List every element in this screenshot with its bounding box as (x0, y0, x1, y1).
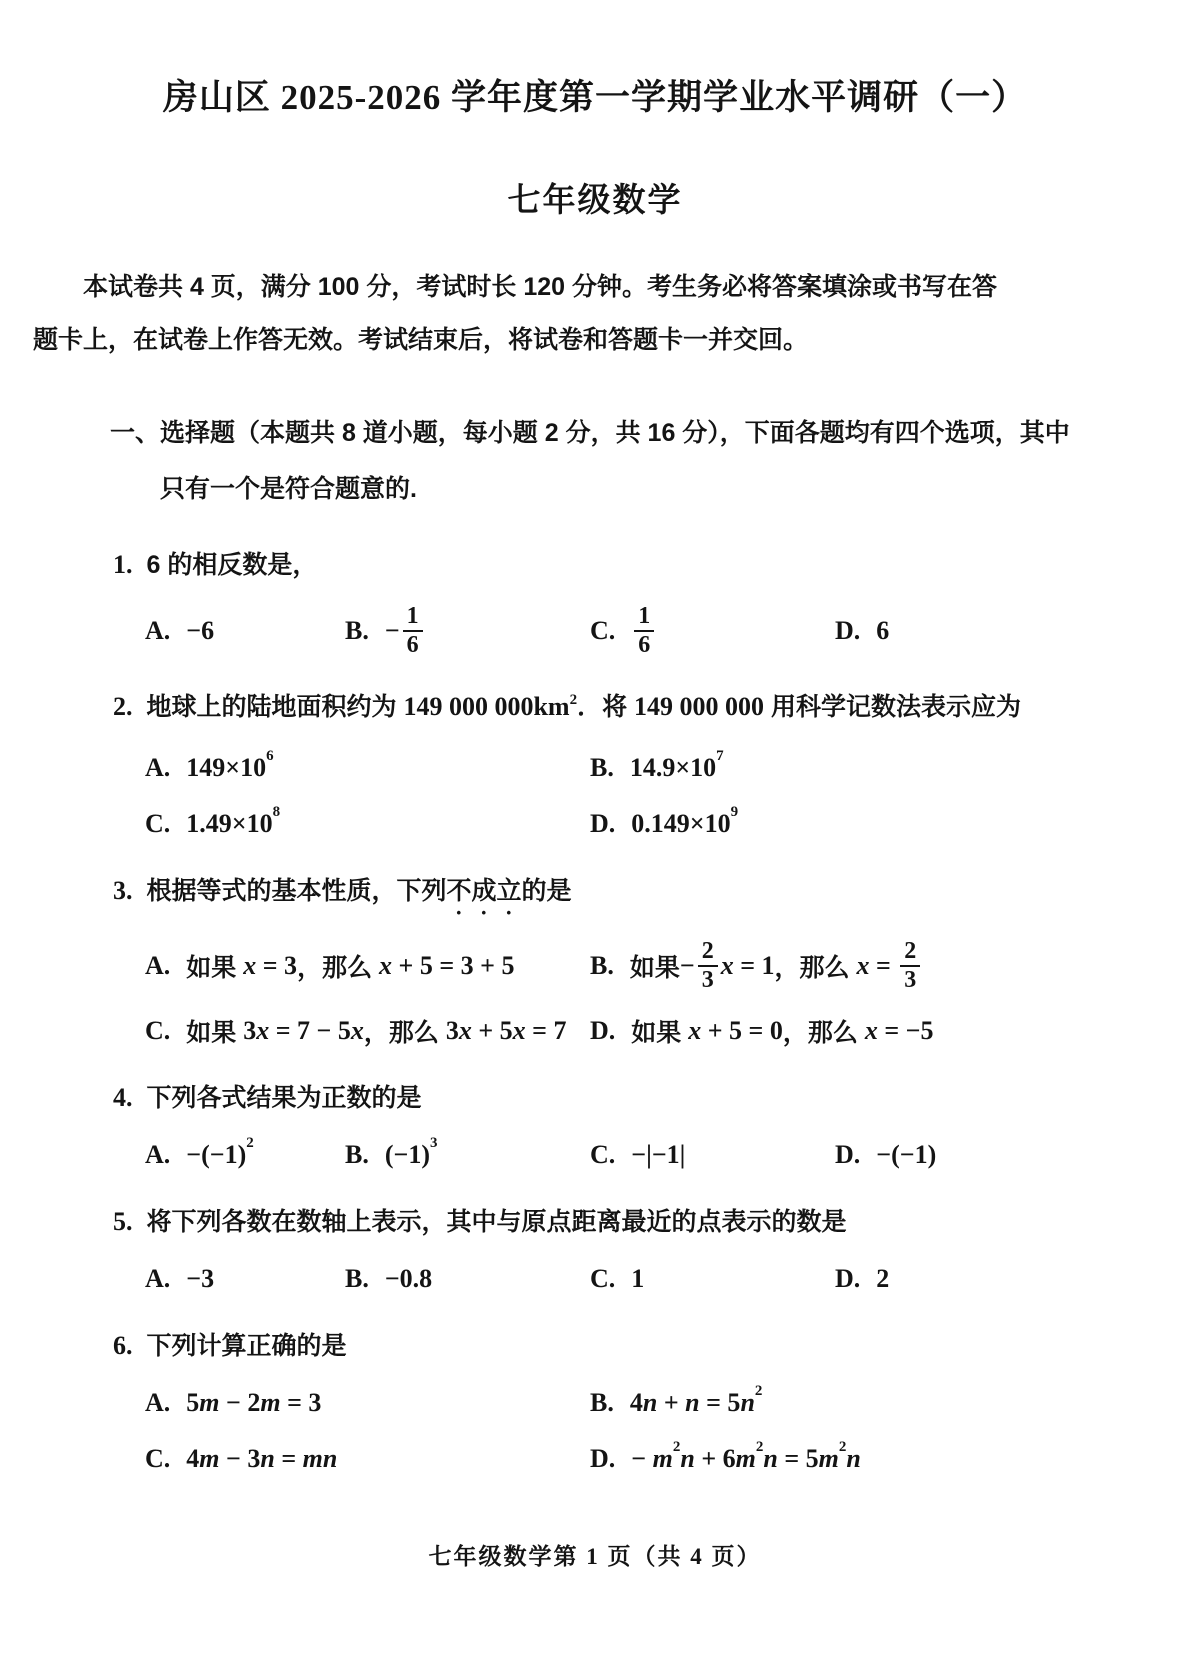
option-B (345, 1135, 590, 1170)
math-run: 6 (876, 615, 890, 645)
option-content (629, 748, 724, 783)
option-row (145, 805, 1190, 843)
text-run: 将下列各数在数轴上表示，其中与原点距离最近的点表示的数是 (146, 1207, 847, 1236)
question-stem (147, 1208, 847, 1236)
option-B (345, 1264, 590, 1294)
option-content (186, 1013, 566, 1049)
option-label: D. (835, 615, 861, 645)
option-label: D. (590, 1015, 616, 1045)
fraction (900, 938, 920, 994)
math-run: x (350, 1015, 364, 1045)
question-6 (0, 1326, 1190, 1478)
fraction (634, 603, 654, 659)
option-label: A. (145, 752, 171, 782)
math-run: + 5 = 3 + 5 (392, 950, 515, 980)
option-row (145, 1384, 1190, 1422)
option-label: D. (835, 1139, 861, 1169)
text-run: 如果 (631, 1018, 689, 1047)
math-run: − (631, 1443, 653, 1473)
math-run: 2 (246, 1135, 254, 1151)
option-D (590, 1013, 1190, 1049)
math-run: x (856, 950, 870, 980)
option-label: B. (345, 1139, 369, 1169)
question-stem (147, 877, 572, 905)
text-run: ，那么 (297, 953, 380, 982)
text-run: 如果 (629, 953, 680, 982)
text-run: 6 的相反数是， (146, 551, 318, 579)
math-run: x (379, 950, 393, 980)
math-run: n (763, 1443, 778, 1473)
math-run: = 1 (733, 950, 775, 980)
section-heading-line2: 只有一个是符合题意的. (160, 475, 417, 503)
math-run: 9 (730, 804, 739, 821)
option-A (145, 748, 590, 783)
fraction-denominator: 6 (634, 630, 654, 659)
option-label: B. (590, 950, 614, 980)
option-content (186, 748, 274, 783)
option-A (145, 616, 345, 646)
option-D (835, 1264, 1190, 1294)
option-content (631, 804, 739, 839)
math-run: −0.8 (384, 1263, 433, 1293)
option-content (186, 1135, 254, 1170)
option-content (186, 1444, 337, 1474)
option-label: B. (345, 615, 369, 645)
math-run: 3 (445, 1015, 459, 1045)
question-number: 4. (113, 1082, 133, 1112)
question-2 (0, 687, 1190, 843)
question-5 (0, 1202, 1190, 1298)
math-run: n (322, 1443, 338, 1473)
option-C (590, 1140, 835, 1170)
option-A (145, 1135, 345, 1170)
math-run: 4 (186, 1443, 200, 1473)
math-run: + (657, 1387, 686, 1417)
math-run: = 5 (699, 1387, 741, 1417)
math-run: 149×10 (186, 752, 267, 782)
math-run: n (642, 1387, 658, 1417)
option-label: A. (145, 1139, 171, 1169)
option-B (590, 748, 1190, 783)
math-run: = 3 (256, 950, 298, 980)
option-label: B. (345, 1263, 369, 1293)
option-label: B. (590, 1387, 614, 1417)
math-run: 2 (876, 1263, 890, 1293)
option-A (145, 1264, 345, 1294)
text-run: ，那么 (774, 953, 857, 982)
fraction (698, 938, 718, 994)
option-label: A. (145, 950, 171, 980)
math-run: = 7 − 5 (269, 1015, 351, 1045)
option-label: C. (590, 615, 616, 645)
math-run: = 7 (525, 1015, 567, 1045)
question-number: 1. (113, 550, 133, 579)
section-heading-multiple-choice (0, 405, 1190, 517)
option-content (385, 603, 426, 659)
math-run: − 2 (219, 1387, 261, 1417)
math-run: m (735, 1443, 756, 1473)
math-run: + 5 = 0 (701, 1015, 783, 1045)
question-number: 3. (113, 875, 133, 905)
option-content (630, 938, 923, 994)
option-label: A. (145, 1387, 171, 1417)
option-C (590, 1264, 835, 1294)
option-label: C. (145, 1015, 171, 1045)
option-D (835, 616, 1190, 646)
math-run: 0.149×10 (631, 808, 731, 838)
math-run: − (384, 615, 400, 645)
option-content (186, 804, 281, 839)
question-stem-line (0, 687, 1190, 731)
option-label: C. (145, 1443, 171, 1473)
question-stem (147, 1332, 347, 1360)
fraction (403, 603, 423, 659)
question-stem (147, 551, 318, 579)
option-content (876, 1264, 889, 1294)
math-run: = 5 (777, 1443, 819, 1473)
option-content (631, 1140, 685, 1170)
option-label: B. (590, 752, 614, 782)
math-run: n (740, 1387, 755, 1417)
fraction-numerator: 1 (638, 603, 651, 629)
text-run: ，那么 (363, 1018, 446, 1047)
math-run: n (680, 1443, 695, 1473)
math-run: 2 (838, 1439, 847, 1455)
option-content (631, 1264, 644, 1294)
math-run: + 6 (694, 1443, 736, 1473)
text-run: 的是 (521, 876, 572, 905)
math-run: x (720, 950, 734, 980)
option-row (145, 603, 1190, 659)
math-run: −6 (186, 615, 215, 645)
option-C (590, 603, 835, 659)
option-D (590, 804, 1190, 839)
question-stem-line (0, 1326, 1190, 1366)
option-content (186, 616, 214, 646)
math-run: m (199, 1443, 220, 1473)
text-run: 根据等式的基本性质，下列 (146, 876, 447, 905)
math-run: 3 (429, 1135, 438, 1151)
option-label: D. (590, 808, 616, 838)
math-run: n (685, 1387, 700, 1417)
option-A (145, 1388, 590, 1418)
fraction-numerator: 2 (701, 937, 714, 964)
question-3 (0, 871, 1190, 1050)
option-label: D. (590, 1443, 616, 1473)
text-run: 下列计算正确的是 (146, 1331, 347, 1360)
math-run: = (869, 950, 898, 980)
option-content (631, 1439, 861, 1474)
paper-subject-title: 七年级数学 (507, 183, 683, 219)
math-run: 7 (716, 748, 724, 765)
option-A (145, 948, 590, 984)
text-run: ．将 (577, 692, 635, 721)
option-row (145, 1136, 1190, 1174)
math-run: = 3 (280, 1387, 322, 1417)
math-run: 5 (186, 1387, 200, 1417)
option-content (631, 1013, 933, 1049)
fraction-denominator: 3 (698, 965, 718, 994)
math-run: −(−1) (186, 1139, 247, 1169)
math-run: − (679, 950, 695, 980)
math-run: x (243, 950, 257, 980)
option-C (145, 1013, 590, 1049)
question-stem (147, 1084, 422, 1112)
option-label: C. (145, 808, 171, 838)
text-run: 地球上的陆地面积约为 (146, 692, 404, 721)
option-content (186, 948, 514, 984)
question-number: 5. (113, 1206, 133, 1236)
math-run: 1.49×10 (186, 808, 273, 838)
option-content (186, 1264, 214, 1294)
option-content (876, 616, 889, 646)
math-run: (−1) (384, 1139, 430, 1169)
text-run: 如果 (186, 953, 244, 982)
math-run: 14.9×10 (629, 752, 717, 782)
option-content (876, 1140, 936, 1170)
option-D (835, 1140, 1190, 1170)
math-run: 6 (266, 748, 274, 765)
option-label: A. (145, 615, 171, 645)
page-footer: 七年级数学第 1 页（共 4 页） (428, 1544, 762, 1569)
fraction-denominator: 3 (900, 965, 920, 994)
math-run: m (818, 1443, 839, 1473)
math-run: = −5 (877, 1015, 934, 1045)
option-row (145, 1440, 1190, 1478)
option-content (629, 1383, 763, 1418)
math-run: m (260, 1387, 281, 1417)
math-run: x (688, 1015, 702, 1045)
math-run: −(−1) (876, 1139, 937, 1169)
option-content (385, 1264, 432, 1294)
question-stem (147, 693, 1021, 721)
question-list (0, 545, 1190, 1478)
emphasized-text: 不成立 (446, 876, 522, 905)
math-run: 2 (754, 1383, 763, 1399)
text-run: ，那么 (782, 1018, 865, 1047)
option-content (384, 1135, 438, 1170)
math-run: − 3 (219, 1443, 261, 1473)
option-label: C. (590, 1263, 616, 1293)
question-stem-line (0, 871, 1190, 920)
exam-instructions-line1: 本试卷共 4 页，满分 100 分，考试时长 120 分钟。考生务必将答案填涂或书写在答 (83, 273, 998, 301)
option-B (590, 938, 1190, 994)
math-run: = (274, 1443, 303, 1473)
text-run: 用科学记数法表示应为 (764, 692, 1021, 721)
option-row (145, 749, 1190, 787)
text-run: 如果 (186, 1018, 244, 1047)
option-B (345, 603, 590, 659)
math-run: 2 (755, 1439, 764, 1455)
option-D (590, 1439, 1190, 1474)
math-run: −|−1| (631, 1139, 686, 1169)
fraction-denominator: 6 (403, 630, 423, 659)
math-run: 149 000 000 (634, 691, 765, 721)
option-B (590, 1383, 1190, 1418)
math-run: 1 (631, 1263, 645, 1293)
math-run: x (512, 1015, 526, 1045)
option-row (145, 938, 1190, 994)
question-number: 2. (113, 691, 133, 721)
option-C (145, 1444, 590, 1474)
math-run: x (864, 1015, 878, 1045)
math-run: x (256, 1015, 270, 1045)
question-number: 6. (113, 1330, 133, 1360)
math-run: m (302, 1443, 323, 1473)
math-run: x (458, 1015, 472, 1045)
section-heading-line1: 一、选择题（本题共 8 道小题，每小题 2 分，共 16 分），下面各题均有四个选项，其中 (110, 419, 1070, 447)
math-run: n (846, 1443, 861, 1473)
math-run: 8 (272, 804, 281, 821)
math-run: 2 (569, 691, 578, 708)
question-stem-line (0, 1078, 1190, 1118)
option-content (631, 603, 657, 659)
math-run: 2 (672, 1439, 681, 1455)
math-run: m (652, 1443, 673, 1473)
option-row (145, 1260, 1190, 1298)
question-1 (0, 545, 1190, 659)
option-label: C. (590, 1139, 616, 1169)
exam-instructions (0, 261, 1190, 367)
fraction-numerator: 2 (904, 937, 917, 964)
math-run: 149 000 000km (403, 691, 570, 721)
math-run: 4 (629, 1387, 643, 1417)
math-run: −3 (186, 1263, 215, 1293)
math-run: m (199, 1387, 220, 1417)
option-row (145, 1012, 1190, 1050)
option-label: D. (835, 1263, 861, 1293)
question-stem-line (0, 545, 1190, 585)
question-4 (0, 1078, 1190, 1174)
option-C (145, 804, 590, 839)
fraction-numerator: 1 (406, 603, 419, 629)
page-title: 房山区 2025-2026 学年度第一学期学业水平调研（一） (162, 78, 1028, 117)
option-content (186, 1388, 321, 1418)
math-run: 3 (243, 1015, 257, 1045)
exam-instructions-line2: 题卡上，在试卷上作答无效。考试结束后，将试卷和答题卡一并交回。 (33, 326, 809, 354)
question-stem-line (0, 1202, 1190, 1242)
math-run: n (260, 1443, 275, 1473)
math-run: + 5 (471, 1015, 513, 1045)
option-label: A. (145, 1263, 171, 1293)
text-run: 下列各式结果为正数的是 (146, 1083, 422, 1112)
